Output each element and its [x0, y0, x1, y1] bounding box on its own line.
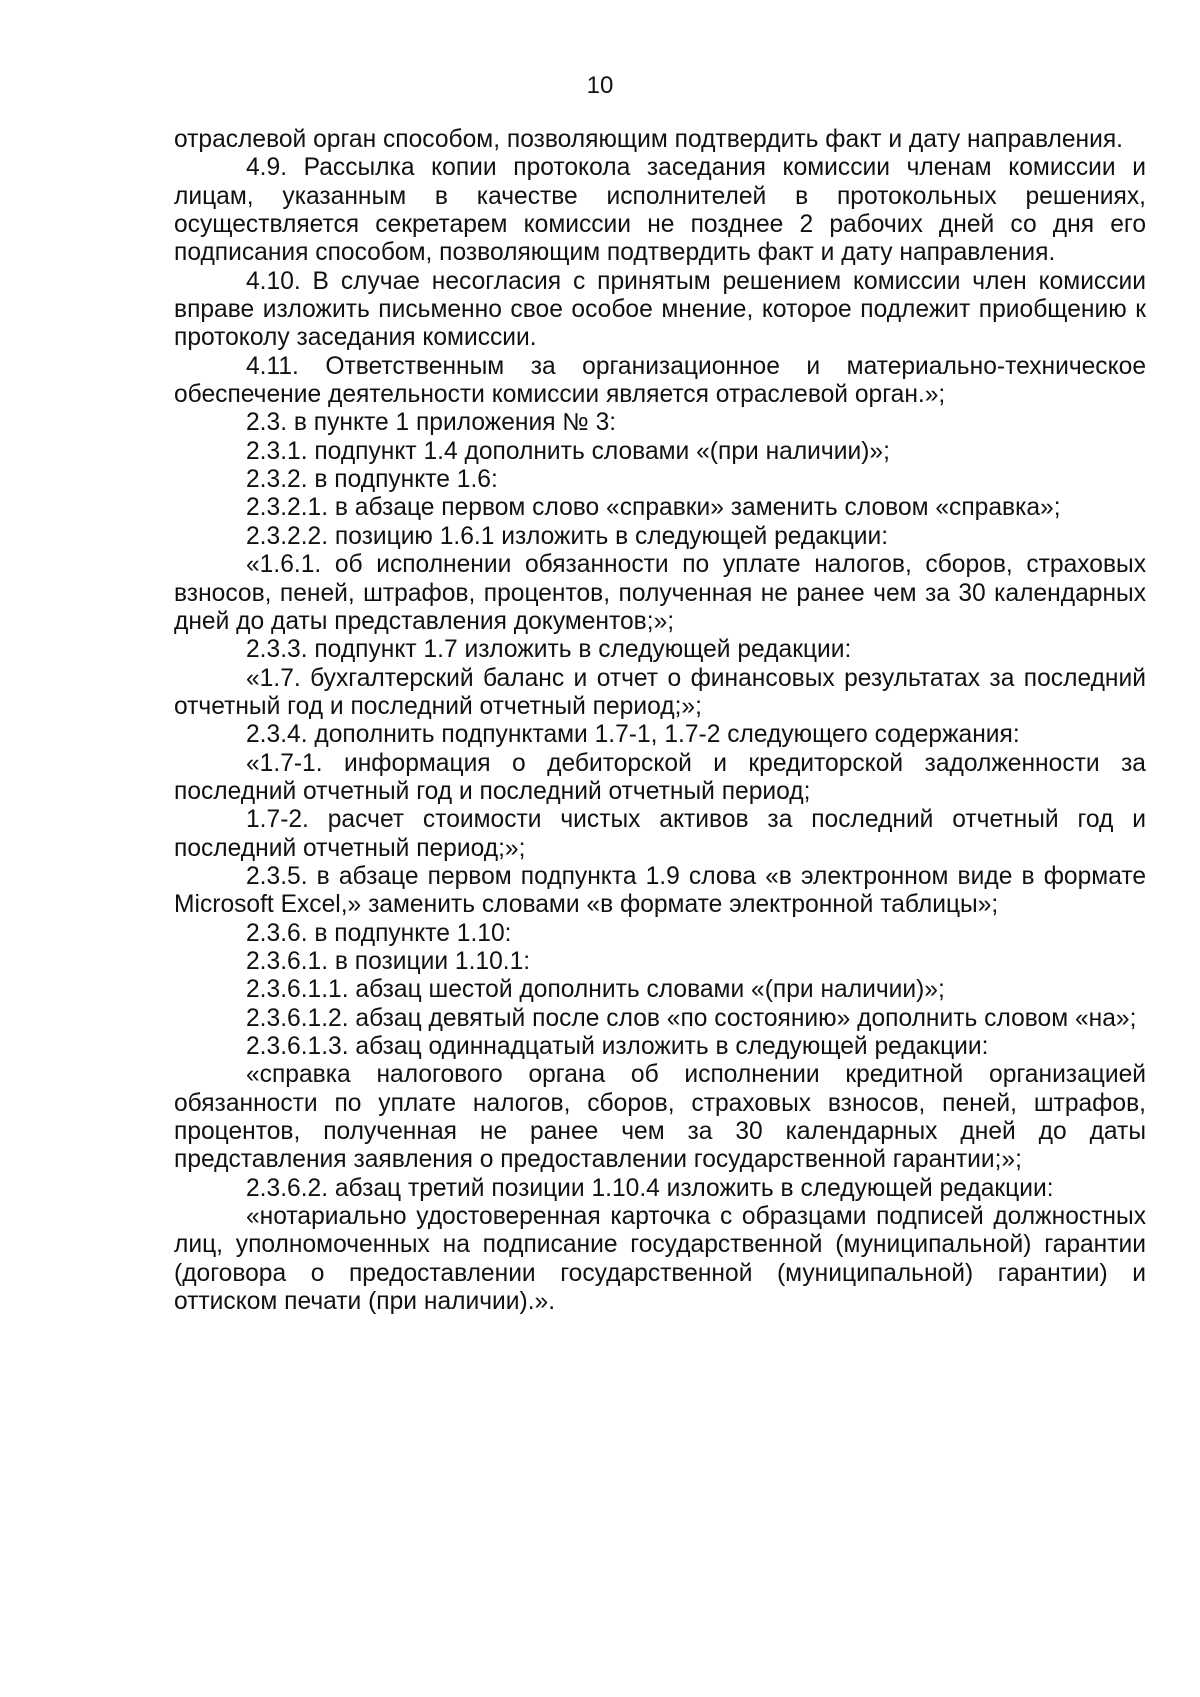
- paragraph-quote-1-6-1: «1.6.1. об исполнении обязанности по уплате налогов, сборов, страховых взносов, пеней, штрафов, процентов, полученная не ранее чем за 30 календарных дней до даты представления документов;»;: [174, 551, 1146, 635]
- paragraph-2-3-4: 2.3.4. дополнить подпунктами 1.7-1, 1.7-2 следующего содержания:: [246, 721, 1020, 749]
- paragraph-2-3-6-1-1: 2.3.6.1.1. абзац шестой дополнить словами «(при наличии)»;: [246, 976, 945, 1004]
- paragraph-2-3-1: 2.3.1. подпункт 1.4 дополнить словами «(при наличии)»;: [246, 437, 890, 465]
- paragraph-2-3-5: 2.3.5. в абзаце первом подпункта 1.9 слова «в электронном виде в формате Microsoft Excel,» заменить словами «в формате электронной таблицы»;: [174, 862, 1146, 919]
- paragraph-quote-spravka: «справка налогового органа об исполнении кредитной организацией обязанности по уплате налогов, сборов, страховых взносов, пеней, штрафов, процентов, полученная не ранее чем за 30 календарных дней до даты представления заявления о предоставлении государственной гарантии;»;: [174, 1061, 1146, 1174]
- paragraph-2-3-2: 2.3.2. в подпункте 1.6:: [246, 466, 498, 494]
- paragraph-2-3-6-1-2: 2.3.6.1.2. абзац девятый после слов «по состоянию» дополнить словом «на»;: [246, 1004, 1137, 1032]
- paragraph-quote-1-7-2: 1.7-2. расчет стоимости чистых активов за последний отчетный год и последний отчетный период;»;: [174, 806, 1146, 862]
- paragraph-quote-1-7: «1.7. бухгалтерский баланс и отчет о финансовых результатах за последний отчетный год и последний отчетный период;»;: [174, 664, 1146, 720]
- paragraph-4-11: 4.11. Ответственным за организационное и материально-техническое обеспечение деятельности комиссии является отраслевой орган.»;: [174, 352, 1146, 409]
- paragraph-2-3: 2.3. в пункте 1 приложения № 3:: [246, 409, 617, 437]
- paragraph-2-3-6-1-3: 2.3.6.1.3. абзац одиннадцатый изложить в следующей редакции:: [246, 1033, 989, 1060]
- paragraph-2-3-6: 2.3.6. в подпункте 1.10:: [246, 919, 512, 947]
- document-body: [174, 126, 1146, 1316]
- paragraph-2-3-6-1: 2.3.6.1. в позиции 1.10.1:: [246, 947, 531, 975]
- paragraph-4-10: 4.10. В случае несогласия с принятым решением комиссии член комиссии вправе изложить письменно свое особое мнение, которое подлежит приобщению к протоколу заседания комиссии.: [174, 267, 1146, 352]
- paragraph-quote-kartochka: «нотариально удостоверенная карточка с образцами подписей должностных лиц, уполномоченных на подписание государственной (муниципальной) гарантии (договора о предоставлении государственной (муниципальной) гарантии) и оттиском печати (при наличии).».: [174, 1203, 1146, 1316]
- page-number: 10: [586, 72, 614, 99]
- paragraph-2-3-6-2: 2.3.6.2. абзац третий позиции 1.10.4 изложить в следующей редакции:: [246, 1174, 1054, 1202]
- paragraph-4-9: 4.9. Рассылка копии протокола заседания комиссии членам комиссии и лицам, указанным в качестве исполнителей в протокольных решениях, осуществляется секретарем комиссии не позднее 2 рабочих дней со дня его подписания способом, позволяющим подтвердить факт и дату направления.: [174, 154, 1146, 267]
- paragraph-2-3-2-1: 2.3.2.1. в абзаце первом слово «справки» заменить словом «справка»;: [246, 494, 1061, 522]
- paragraph-continuation: отраслевой орган способом, позволяющим подтвердить факт и дату направления.: [174, 126, 1123, 153]
- paragraph-2-3-3: 2.3.3. подпункт 1.7 изложить в следующей редакции:: [246, 636, 852, 664]
- paragraph-2-3-2-2: 2.3.2.2. позицию 1.6.1 изложить в следующей редакции:: [246, 522, 889, 550]
- paragraph-quote-1-7-1: «1.7-1. информация о дебиторской и кредиторской задолженности за последний отчетный год и последний отчетный период;: [174, 749, 1146, 805]
